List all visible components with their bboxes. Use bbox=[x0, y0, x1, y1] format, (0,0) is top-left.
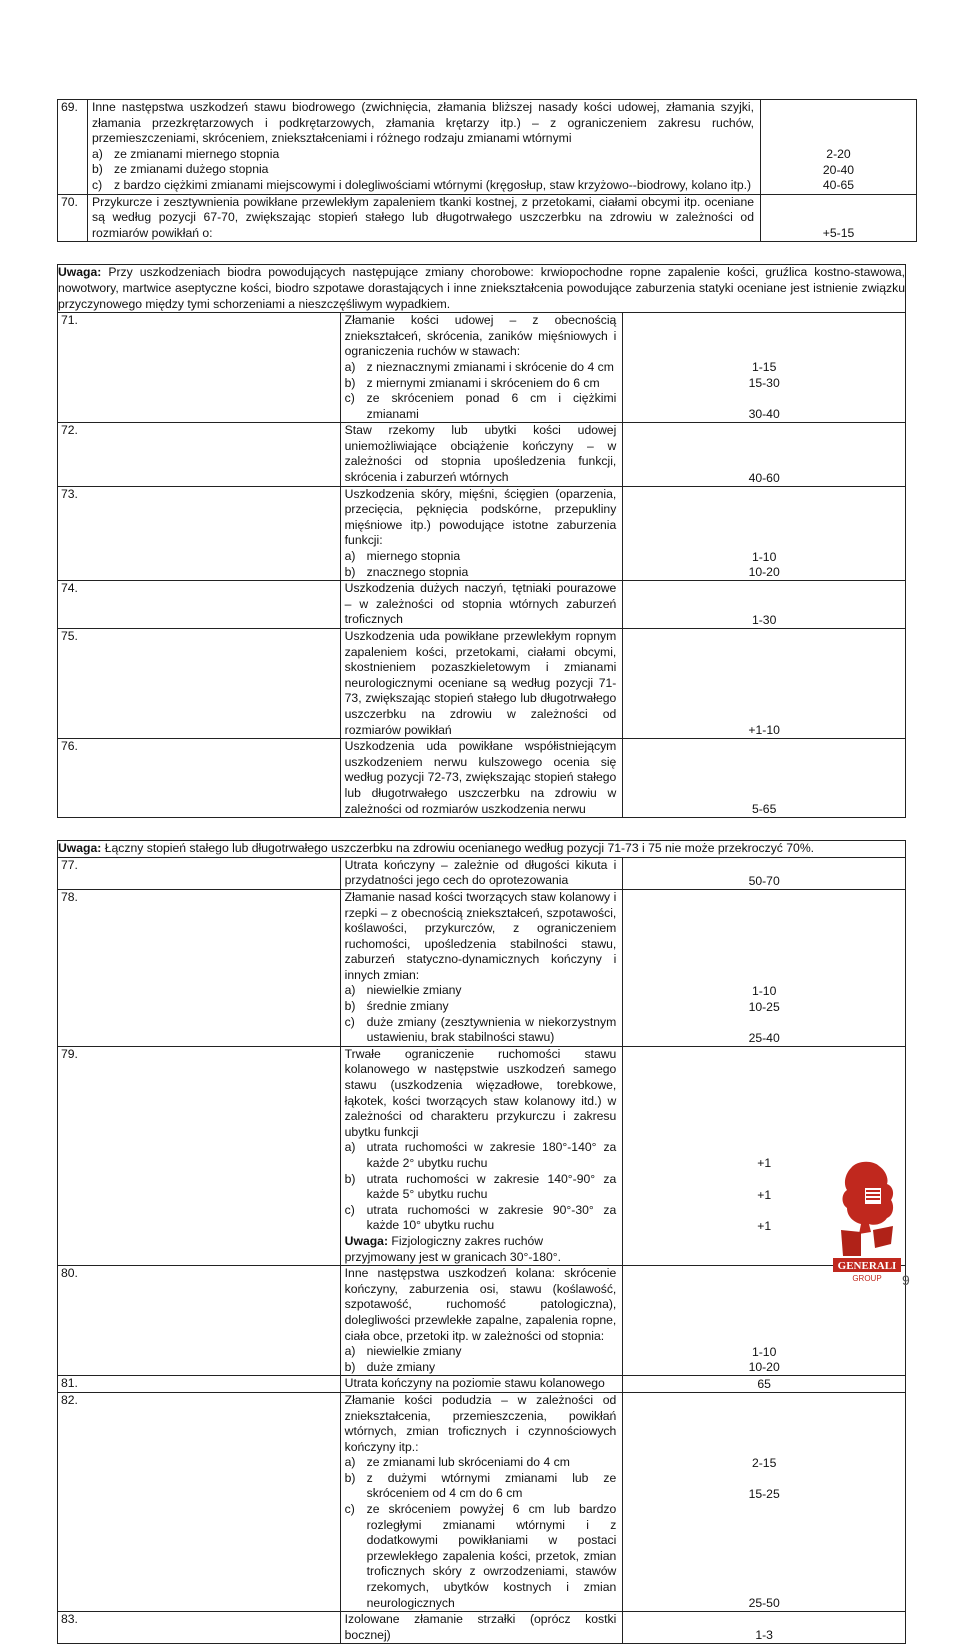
item-text: niewielkie zmiany bbox=[366, 1344, 462, 1359]
item-label: b) bbox=[344, 375, 356, 390]
position-value: 2-15 bbox=[751, 1455, 777, 1470]
position-value-cell bbox=[623, 857, 906, 889]
list-item bbox=[345, 1203, 617, 1234]
position-text: Utrata kończyny na poziomie stawu kolanowego bbox=[344, 1376, 605, 1391]
item-label: b) bbox=[344, 1470, 356, 1485]
position-description bbox=[88, 194, 761, 242]
position-value-cell bbox=[623, 581, 906, 629]
position-table bbox=[57, 840, 906, 1644]
position-value: 1-10 bbox=[751, 983, 777, 998]
position-description bbox=[340, 581, 623, 629]
document-body bbox=[57, 99, 906, 1644]
position-value-cell bbox=[623, 629, 906, 739]
note-cell bbox=[58, 265, 906, 313]
position-value: 50-70 bbox=[748, 873, 780, 888]
position-value-cell bbox=[623, 423, 906, 486]
position-value: 65 bbox=[757, 1376, 771, 1391]
item-label: a) bbox=[344, 549, 356, 564]
logo-text: GENERALI bbox=[837, 1260, 897, 1272]
item-label: a) bbox=[344, 983, 356, 998]
item-label: c) bbox=[344, 1502, 355, 1517]
position-number: 72. bbox=[58, 423, 341, 486]
position-number: 76. bbox=[58, 739, 341, 818]
position-value-cell bbox=[623, 739, 906, 818]
table-row bbox=[58, 629, 906, 739]
item-text: ze zmianami lub skróceniami do 4 cm bbox=[366, 1455, 570, 1470]
position-text: Trwałe ograniczenie ruchomości stawu kolanowego w następstwie uszkodzeń samego stawu (uszkodzenia więzadłowe, torebkowe, łąkotek, kości tworzących staw kolanowy itd.) w zależności od charakteru przykurczu i zakresu ubytku funkcji bbox=[344, 1046, 617, 1139]
item-label: a) bbox=[344, 1140, 356, 1155]
list-item bbox=[345, 1140, 617, 1171]
position-text: Uszkodzenia uda powikłane przewlekłym ropnym zapaleniem kości, przetokami, ciałami obcymi, skostnieniem pozaszkieletowym i zmianami neurologicznymi oceniane są według pozycji 71-73, zwiększając stopień stałego lub długotrwałego uszczerbku na zdrowiu w zależności od rozmiarów powikłań bbox=[344, 629, 617, 737]
item-label: c) bbox=[92, 177, 103, 192]
list-item bbox=[92, 178, 754, 194]
table-row bbox=[58, 486, 906, 581]
position-description bbox=[340, 889, 623, 1046]
item-text: ze zmianami dużego stopnia bbox=[114, 162, 269, 177]
item-text: niewielkie zmiany bbox=[366, 983, 462, 998]
item-text: ze skróceniem ponad 6 cm i ciężkimi zmianami bbox=[366, 391, 617, 421]
position-value-cell bbox=[623, 1376, 906, 1393]
position-value: 5-65 bbox=[751, 802, 777, 817]
position-text: Izolowane złamanie strzałki (oprócz kostki bocznej) bbox=[344, 1612, 617, 1642]
position-value: 15-30 bbox=[748, 375, 780, 390]
list-item bbox=[345, 1471, 617, 1502]
item-text: utrata ruchomości w zakresie 180°-140° za każde 2° ubytku ruchu bbox=[366, 1140, 617, 1170]
position-value: 25-50 bbox=[748, 1596, 780, 1611]
position-number: 77. bbox=[58, 857, 341, 889]
table-row bbox=[58, 423, 906, 486]
position-number: 80. bbox=[58, 1266, 341, 1376]
list-item bbox=[345, 376, 617, 392]
position-number: 69. bbox=[58, 100, 88, 195]
position-number: 70. bbox=[58, 194, 88, 242]
table-row bbox=[58, 313, 906, 423]
position-value: 1-30 bbox=[751, 612, 777, 627]
section-gap bbox=[57, 242, 906, 264]
position-text: Utrata kończyny – zależnie od długości kikuta i przydatności jego cech do oprotezowania bbox=[344, 857, 617, 888]
table-row bbox=[58, 1266, 906, 1376]
item-text: utrata ruchomości w zakresie 140°-90° za każde 5° ubytku ruchu bbox=[366, 1171, 617, 1202]
position-table bbox=[57, 264, 906, 818]
position-number: 73. bbox=[58, 486, 341, 581]
position-value: +1 bbox=[757, 1187, 772, 1202]
item-text: z bardzo ciężkimi zmianami miejscowymi i dolegliwościami wtórnymi (kręgosłup, staw krzyżowo--biodrowy, kolano itp.) bbox=[114, 177, 752, 192]
list-item bbox=[345, 360, 617, 376]
position-value: 10-20 bbox=[748, 565, 780, 580]
position-value: 10-25 bbox=[748, 999, 780, 1014]
position-description bbox=[340, 1392, 623, 1611]
position-number: 78. bbox=[58, 889, 341, 1046]
table-row bbox=[58, 1046, 906, 1265]
position-text: Złamanie kości podudzia – w zależności od zniekształcenia, przemieszczenia, powikłań wtórnych, zmian troficznych i czynnościowych kończyny itp.: bbox=[344, 1392, 617, 1454]
list-item bbox=[345, 1455, 617, 1471]
position-value: 1-3 bbox=[755, 1628, 773, 1643]
position-text: Przykurcze i zesztywnienia powikłane przewlekłym zapaleniem tkanki kostnej, z przetokami, ciałami obcymi itp. oceniane są według pozycji 67-70, zwiększając stopień stałego lub długotrwałego uszczerbku na zdrowiu w zależności od rozmiarów powikłań o: bbox=[92, 194, 754, 240]
position-value: 15-25 bbox=[748, 1486, 780, 1501]
position-description bbox=[340, 313, 623, 423]
list-item bbox=[345, 1015, 617, 1046]
position-value: 1-15 bbox=[751, 360, 777, 375]
position-text: Inne następstwa uszkodzeń stawu biodrowego (zwichnięcia, złamania bliższej nasady kości udowej, złamania szyjki, złamania przezkrętarzowych i podkrętarzowych, złamania krętarzy itp.) – z ograniczeniem zakresu ruchów, przemieszczeniami, skróceniem, zniekształceniami i różnego rodzaju zmianami wtórnymi bbox=[92, 100, 754, 146]
table-row bbox=[58, 739, 906, 818]
note-label: Uwaga: bbox=[58, 265, 102, 280]
item-label: a) bbox=[344, 1455, 356, 1470]
item-label: c) bbox=[344, 1202, 355, 1217]
list-item bbox=[345, 1344, 617, 1360]
position-description bbox=[340, 1376, 623, 1393]
list-item bbox=[345, 983, 617, 999]
position-value-cell bbox=[623, 486, 906, 581]
position-description bbox=[88, 100, 761, 195]
item-label: c) bbox=[344, 1014, 355, 1029]
table-row bbox=[58, 1376, 906, 1393]
list-item bbox=[345, 565, 617, 581]
position-text: Staw rzekomy lub ubytki kości udowej uniemożliwiające obciążenie kończyny – w zależności od stopnia upośledzenia funkcji, skrócenia i zaburzeń wtórnych bbox=[344, 423, 617, 485]
position-value: 2-20 bbox=[826, 147, 851, 162]
position-value: +5-15 bbox=[822, 226, 855, 241]
position-value-cell bbox=[623, 313, 906, 423]
row-note-text: Fizjologiczny zakres ruchów przyjmowany jest w granicach 30°-180°. bbox=[344, 1233, 562, 1264]
position-number: 82. bbox=[58, 1392, 341, 1611]
note-text: Przy uszkodzeniach biodra powodujących następujące zmiany chorobowe: krwiopochodne ropne zapalenie kości, gruźlica kostno-stawowa, nowotwory, martwice aseptyczne kości, biodro szpotawe dorastających i inne zniekształcenia powodujące zaburzenia statyki oceniane jest istnienie związku przyczynowego między tymi schorzeniami a nieszczęśliwym wypadkiem. bbox=[58, 265, 905, 311]
position-description bbox=[340, 1612, 623, 1644]
item-label: c) bbox=[344, 391, 355, 406]
position-value: 1-10 bbox=[751, 1344, 777, 1359]
table-row bbox=[58, 1392, 906, 1611]
item-label: b) bbox=[344, 1359, 356, 1374]
position-text: Uszkodzenia skóry, mięśni, ścięgien (oparzenia, przecięcia, pęknięcia podskórne, przepukliny mięśniowe itp.) powodujące istotne zaburzenia funkcji: bbox=[344, 486, 617, 548]
table-row bbox=[58, 857, 906, 889]
list-item bbox=[92, 162, 754, 178]
row-note bbox=[345, 1234, 617, 1265]
position-description bbox=[340, 629, 623, 739]
position-number: 83. bbox=[58, 1612, 341, 1644]
position-number: 71. bbox=[58, 313, 341, 423]
position-number: 81. bbox=[58, 1376, 341, 1393]
item-text: z miernymi zmianami i skróceniem do 6 cm bbox=[366, 375, 600, 390]
position-text: Złamanie kości udowej – z obecnością zniekształceń, skrócenia, zaników mięśniowych i ograniczenia ruchów w stawach: bbox=[344, 313, 617, 359]
table-row bbox=[58, 100, 917, 195]
note-text: Łączny stopień stałego lub długotrwałego uszczerbku na zdrowiu ocenianego według pozycji 71-73 i 75 nie może przekroczyć 70%. bbox=[104, 841, 815, 856]
position-value: 30-40 bbox=[748, 407, 780, 422]
position-value: 40-65 bbox=[822, 178, 855, 193]
list-item bbox=[345, 999, 617, 1015]
table-row bbox=[58, 194, 917, 242]
logo-subtext: GROUP bbox=[852, 1274, 882, 1283]
list-item bbox=[345, 1172, 617, 1203]
position-value-cell bbox=[761, 100, 917, 195]
position-table bbox=[57, 99, 917, 242]
item-text: z nieznacznymi zmianami i skrócenie do 4 cm bbox=[366, 359, 614, 374]
note-label: Uwaga: bbox=[58, 841, 102, 856]
position-value: +1 bbox=[757, 1218, 772, 1233]
position-value-cell bbox=[623, 1612, 906, 1644]
item-text: z dużymi wtórnymi zmianami lub ze skróceniem od 4 cm do 6 cm bbox=[366, 1470, 617, 1501]
position-value: 25-40 bbox=[748, 1030, 780, 1045]
item-text: ze skróceniem powyżej 6 cm lub bardzo rozległymi zmianami wtórnymi i z dodatkowymi powikłaniami w postaci przewlekłego zapalenia kości, przetok, zmian troficznych skóry z owrzodzeniami, stawów rzekomych, ubytków kostnych i zmian neurologicznych bbox=[366, 1502, 617, 1610]
item-text: ze zmianami miernego stopnia bbox=[114, 146, 280, 161]
item-label: a) bbox=[92, 146, 103, 161]
list-item bbox=[345, 391, 617, 422]
position-value-cell bbox=[761, 194, 917, 242]
position-number: 79. bbox=[58, 1046, 341, 1265]
position-text: Złamanie nasad kości tworzących staw kolanowy i rzepki – z obecnością zniekształceń, szpotawości, koślawości, przykurczów, z ograniczeniem ruchomości, upośledzenia stabilności stawu, zaburzeń statyczno-dynamicznych kończyny i innych zmian: bbox=[344, 889, 617, 982]
position-text: Uszkodzenia dużych naczyń, tętniaki pourazowe – w zależności od stopnia wtórnych zaburzeń troficznych bbox=[344, 581, 617, 627]
item-label: b) bbox=[344, 564, 356, 579]
position-description bbox=[340, 486, 623, 581]
item-label: b) bbox=[344, 1171, 356, 1186]
lion-icon bbox=[833, 1160, 901, 1284]
position-value: 40-60 bbox=[748, 470, 780, 485]
item-label: a) bbox=[344, 359, 356, 374]
item-text: miernego stopnia bbox=[366, 549, 461, 564]
position-value-cell bbox=[623, 889, 906, 1046]
position-value: +1-10 bbox=[748, 723, 780, 738]
table-row bbox=[58, 889, 906, 1046]
section-gap bbox=[57, 818, 906, 840]
position-value: 1-10 bbox=[751, 549, 777, 564]
note-cell bbox=[58, 841, 906, 858]
position-description bbox=[340, 857, 623, 889]
table-row bbox=[58, 581, 906, 629]
position-description bbox=[340, 739, 623, 818]
list-item bbox=[345, 1502, 617, 1611]
generali-logo bbox=[833, 1160, 901, 1284]
position-value-cell bbox=[623, 1392, 906, 1611]
position-value: 20-40 bbox=[822, 162, 855, 177]
page-number: 9 bbox=[902, 1272, 910, 1288]
list-item bbox=[92, 147, 754, 163]
position-value: 10-20 bbox=[748, 1360, 780, 1375]
item-text: utrata ruchomości w zakresie 90°-30° za każde 10° ubytku ruchu bbox=[366, 1202, 617, 1233]
position-text: Uszkodzenia uda powikłane współistniejącym uszkodzeniem nerwu kulszowego ocenia się według pozycji 72-73, zwiększając stopień stałego lub długotrwałego uszczerbku na zdrowiu w zależności od rozmiarów uszkodzenia nerwu bbox=[344, 739, 617, 816]
position-value: +1 bbox=[757, 1156, 772, 1171]
item-text: duże zmiany bbox=[366, 1359, 436, 1374]
item-text: średnie zmiany bbox=[366, 999, 449, 1014]
item-label: b) bbox=[92, 162, 103, 177]
item-text: znacznego stopnia bbox=[366, 564, 469, 579]
table-row bbox=[58, 1612, 906, 1644]
item-label: b) bbox=[344, 999, 356, 1014]
position-text: Inne następstwa uszkodzeń kolana: skrócenie kończyny, zaburzenia osi, stawu (koślawość, szpotawość, ruchomość patologiczna), dolegliwości przewlekłe zapalne, zapalenia ropne, ciała obce, przetoki itp. w zależności od stopnia: bbox=[344, 1266, 617, 1343]
position-description bbox=[340, 423, 623, 486]
position-description bbox=[340, 1046, 623, 1265]
list-item bbox=[345, 549, 617, 565]
item-label: a) bbox=[344, 1344, 356, 1359]
list-item bbox=[345, 1360, 617, 1376]
position-number: 74. bbox=[58, 581, 341, 629]
item-text: duże zmiany (zesztywnienia w niekorzystnym ustawieniu, brak stabilności stawu) bbox=[366, 1014, 617, 1045]
position-number: 75. bbox=[58, 629, 341, 739]
row-note-label: Uwaga: bbox=[344, 1233, 388, 1248]
position-description bbox=[340, 1266, 623, 1376]
